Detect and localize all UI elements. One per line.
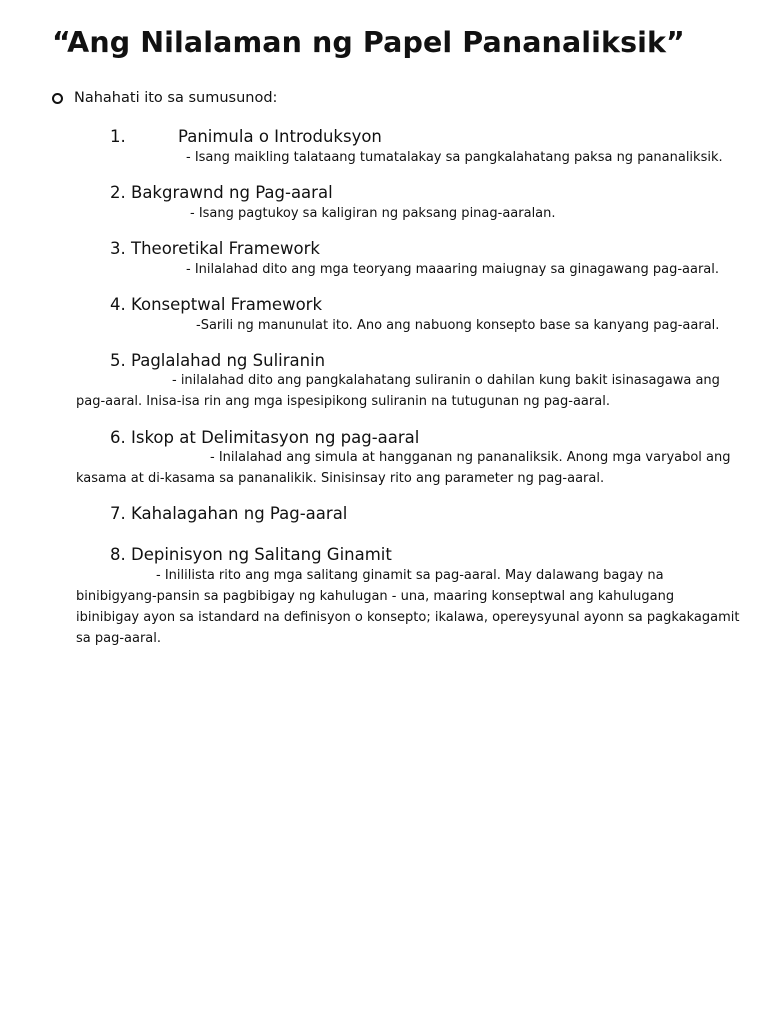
intro-line <box>52 90 277 106</box>
section-number: 1. <box>110 127 126 146</box>
section-number: 2. <box>110 183 126 202</box>
section-title: Kahalagahan ng Pag-aaral <box>131 504 348 523</box>
section-title: Bakgrawnd ng Pag-aaral <box>131 183 333 202</box>
section-title: Iskop at Delimitasyon ng pag-aaral <box>131 428 420 447</box>
section-heading-4 <box>110 295 322 314</box>
section-number: 3. <box>110 239 126 258</box>
document-title: “Ang Nilalaman ng Papel Pananaliksik” <box>52 26 685 59</box>
section-description-2: - Isang pagtukoy sa kaligiran ng paksang pinag-aaralan. <box>190 206 556 221</box>
section-heading-8 <box>110 545 392 564</box>
section-title: Paglalahad ng Suliranin <box>131 351 326 370</box>
section-heading-2 <box>110 183 333 202</box>
section-title: Panimula o Introduksyon <box>178 127 382 146</box>
section-description-5: - inilalahad dito ang pangkalahatang suliranin o dahilan kung bakit isinasagawa ang pag-aaral. Inisa-isa rin ang mga ispesipikong suliranin na tutugunan ng pag-aaral. <box>76 373 720 409</box>
section-title: Theoretikal Framework <box>131 239 320 258</box>
circle-bullet-icon <box>52 93 63 104</box>
section-title: Konseptwal Framework <box>131 295 323 314</box>
section-heading-3 <box>110 239 320 258</box>
section-description-8: - Inililista rito ang mga salitang ginamit sa pag-aaral. May dalawang bagay na binibigyang-pansin sa pagbibigay ng kahulugan - una, maaring konseptwal ang kahulugang ibinibigay ayon sa istandard na definisyon o konsepto; ikalawa, opereysyunal ayonn sa pagkakagamit sa pag-aaral. <box>76 568 740 646</box>
section-description-4: -Sarili ng manunulat ito. Ano ang nabuong konsepto base sa kanyang pag-aaral. <box>196 318 720 333</box>
section-number: 7. <box>110 504 126 523</box>
intro-text: Nahahati ito sa sumusunod: <box>74 90 278 106</box>
section-description-1: - Isang maikling talataang tumatalakay sa pangkalahatang paksa ng pananaliksik. <box>186 150 723 165</box>
section-title: Depinisyon ng Salitang Ginamit <box>131 545 392 564</box>
section-number: 8. <box>110 545 126 564</box>
section-heading-7 <box>110 504 347 523</box>
section-number: 4. <box>110 295 126 314</box>
section-heading-6 <box>110 428 419 447</box>
section-heading-1 <box>110 127 382 146</box>
section-number: 6. <box>110 428 126 447</box>
section-description-6: - Inilalahad ang simula at hangganan ng pananaliksik. Anong mga varyabol ang kasama at di-kasama sa pananalikik. Sinisinsay rito ang parameter ng pag-aaral. <box>76 450 731 486</box>
section-number: 5. <box>110 351 126 370</box>
section-description-3: - Inilalahad dito ang mga teoryang maaaring maiugnay sa ginagawang pag-aaral. <box>186 262 720 277</box>
section-heading-5 <box>110 351 325 370</box>
